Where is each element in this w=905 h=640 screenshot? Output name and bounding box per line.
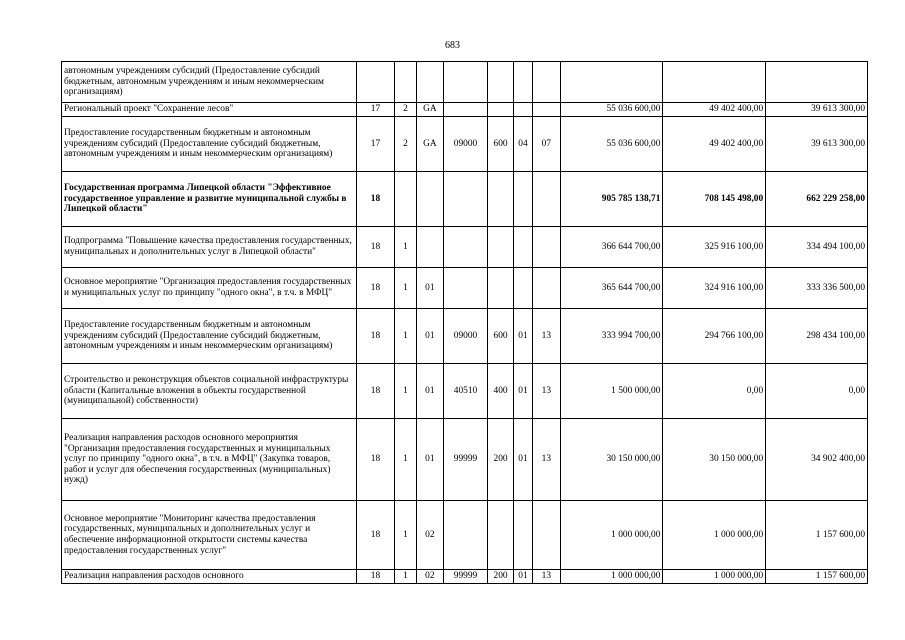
main-event-code-cell: 01 — [417, 268, 443, 309]
section-cell — [513, 501, 532, 570]
amount-year3-cell: 1 157 600,00 — [766, 501, 868, 570]
expense-direction-cell — [443, 268, 488, 309]
table-row — [62, 570, 868, 584]
table-row — [62, 62, 868, 103]
table-row — [62, 268, 868, 309]
table-row — [62, 172, 868, 227]
subprogram-code-cell: 1 — [394, 227, 416, 268]
row-name-cell: Государственная программа Липецкой области "Эффективное государственное управление и развитие муниципальной службы в Липецкой области" — [62, 172, 357, 227]
main-event-code-cell — [417, 62, 443, 103]
row-name-cell: Реализация направления расходов основного мероприятия "Организация предоставления государственных и муниципальных услуг по принципу "одного окна", в т.ч. в МФЦ" (Закупка товаров, работ и услуг для обеспечения государственных (муниципальных) нужд) — [62, 419, 357, 501]
subprogram-code-cell — [394, 172, 416, 227]
expense-direction-cell: 99999 — [443, 570, 488, 584]
amount-year3-cell: 298 434 100,00 — [766, 309, 868, 364]
main-event-code-cell: 01 — [417, 419, 443, 501]
amount-year3-cell: 662 229 258,00 — [766, 172, 868, 227]
main-event-code-cell: GA — [417, 103, 443, 117]
amount-year1-cell: 1 000 000,00 — [560, 501, 663, 570]
subprogram-code-cell: 1 — [394, 309, 416, 364]
expense-type-cell: 200 — [488, 419, 513, 501]
subsection-cell: 13 — [533, 309, 560, 364]
amount-year3-cell: 334 494 100,00 — [766, 227, 868, 268]
section-cell — [513, 227, 532, 268]
amount-year1-cell: 333 994 700,00 — [560, 309, 663, 364]
admin-code-cell: 18 — [357, 419, 395, 501]
section-cell: 01 — [513, 419, 532, 501]
subsection-cell — [533, 103, 560, 117]
expense-type-cell: 600 — [488, 117, 513, 172]
expense-direction-cell — [443, 62, 488, 103]
admin-code-cell: 17 — [357, 103, 395, 117]
amount-year3-cell: 333 336 500,00 — [766, 268, 868, 309]
subsection-cell — [533, 227, 560, 268]
expense-direction-cell — [443, 103, 488, 117]
subprogram-code-cell: 1 — [394, 364, 416, 419]
admin-code-cell: 18 — [357, 172, 395, 227]
section-cell: 01 — [513, 364, 532, 419]
table-row — [62, 419, 868, 501]
amount-year3-cell: 34 902 400,00 — [766, 419, 868, 501]
expense-type-cell: 400 — [488, 364, 513, 419]
amount-year2-cell: 1 000 000,00 — [663, 570, 766, 584]
amount-year2-cell: 49 402 400,00 — [663, 103, 766, 117]
amount-year1-cell: 55 036 600,00 — [560, 103, 663, 117]
section-cell — [513, 268, 532, 309]
expense-direction-cell — [443, 501, 488, 570]
amount-year2-cell: 325 916 100,00 — [663, 227, 766, 268]
subprogram-code-cell: 1 — [394, 419, 416, 501]
amount-year3-cell: 39 613 300,00 — [766, 103, 868, 117]
row-name-cell: Основное мероприятие "Организация предоставления государственных и муниципальных услуг по принципу "одного окна", в т.ч. в МФЦ" — [62, 268, 357, 309]
admin-code-cell: 18 — [357, 570, 395, 584]
amount-year3-cell: 0,00 — [766, 364, 868, 419]
subprogram-code-cell: 1 — [394, 501, 416, 570]
amount-year1-cell: 30 150 000,00 — [560, 419, 663, 501]
subsection-cell — [533, 172, 560, 227]
amount-year3-cell: 1 157 600,00 — [766, 570, 868, 584]
admin-code-cell: 18 — [357, 364, 395, 419]
admin-code-cell — [357, 62, 395, 103]
amount-year1-cell: 365 644 700,00 — [560, 268, 663, 309]
admin-code-cell: 18 — [357, 501, 395, 570]
amount-year1-cell — [560, 62, 663, 103]
row-name-cell: автономным учреждениям субсидий (Предоставление субсидий бюджетным, автономным учреждениям и иным некоммерческим организациям) — [62, 62, 357, 103]
amount-year2-cell: 294 766 100,00 — [663, 309, 766, 364]
amount-year3-cell: 39 613 300,00 — [766, 117, 868, 172]
subprogram-code-cell — [394, 62, 416, 103]
section-cell: 04 — [513, 117, 532, 172]
expense-direction-cell — [443, 172, 488, 227]
expense-direction-cell: 09000 — [443, 117, 488, 172]
amount-year1-cell: 1 500 000,00 — [560, 364, 663, 419]
subsection-cell: 07 — [533, 117, 560, 172]
main-event-code-cell — [417, 172, 443, 227]
table-row — [62, 309, 868, 364]
expense-direction-cell: 40510 — [443, 364, 488, 419]
amount-year1-cell: 905 785 138,71 — [560, 172, 663, 227]
subsection-cell — [533, 62, 560, 103]
row-name-cell: Подпрограмма "Повышение качества предоставления государственных, муниципальных и дополнительных услуг в Липецкой области" — [62, 227, 357, 268]
section-cell — [513, 62, 532, 103]
expense-type-cell — [488, 501, 513, 570]
expense-direction-cell: 09000 — [443, 309, 488, 364]
row-name-cell: Предоставление государственным бюджетным и автономным учреждениям субсидий (Предоставление субсидий бюджетным, автономным учреждениям и иным некоммерческим организациям) — [62, 117, 357, 172]
admin-code-cell: 18 — [357, 227, 395, 268]
amount-year1-cell: 55 036 600,00 — [560, 117, 663, 172]
main-event-code-cell: 02 — [417, 570, 443, 584]
table-row — [62, 364, 868, 419]
amount-year2-cell: 0,00 — [663, 364, 766, 419]
subsection-cell: 13 — [533, 570, 560, 584]
section-cell — [513, 103, 532, 117]
amount-year2-cell: 324 916 100,00 — [663, 268, 766, 309]
main-event-code-cell — [417, 227, 443, 268]
subprogram-code-cell: 1 — [394, 268, 416, 309]
row-name-cell: Региональный проект "Сохранение лесов" — [62, 103, 357, 117]
subsection-cell — [533, 501, 560, 570]
budget-table — [61, 61, 868, 584]
subsection-cell — [533, 268, 560, 309]
admin-code-cell: 18 — [357, 309, 395, 364]
main-event-code-cell: 01 — [417, 364, 443, 419]
table-row — [62, 103, 868, 117]
section-cell: 01 — [513, 309, 532, 364]
main-event-code-cell: GA — [417, 117, 443, 172]
row-name-cell: Строительство и реконструкция объектов социальной инфраструктуры области (Капитальные вложения в объекты государственной (муниципальной) собственности) — [62, 364, 357, 419]
table-row — [62, 117, 868, 172]
amount-year2-cell — [663, 62, 766, 103]
expense-type-cell — [488, 227, 513, 268]
section-cell — [513, 172, 532, 227]
amount-year1-cell: 366 644 700,00 — [560, 227, 663, 268]
expense-type-cell: 600 — [488, 309, 513, 364]
amount-year2-cell: 30 150 000,00 — [663, 419, 766, 501]
amount-year2-cell: 708 145 498,00 — [663, 172, 766, 227]
main-event-code-cell: 02 — [417, 501, 443, 570]
expense-type-cell — [488, 103, 513, 117]
amount-year2-cell: 49 402 400,00 — [663, 117, 766, 172]
row-name-cell: Предоставление государственным бюджетным и автономным учреждениям субсидий (Предоставление субсидий бюджетным, автономным учреждениям и иным некоммерческим организациям) — [62, 309, 357, 364]
subprogram-code-cell: 1 — [394, 570, 416, 584]
table-row — [62, 227, 868, 268]
amount-year1-cell: 1 000 000,00 — [560, 570, 663, 584]
subprogram-code-cell: 2 — [394, 103, 416, 117]
expense-type-cell — [488, 62, 513, 103]
expense-type-cell — [488, 268, 513, 309]
admin-code-cell: 18 — [357, 268, 395, 309]
amount-year3-cell — [766, 62, 868, 103]
expense-direction-cell: 99999 — [443, 419, 488, 501]
section-cell: 01 — [513, 570, 532, 584]
page-number: 683 — [445, 40, 460, 51]
table-row — [62, 501, 868, 570]
amount-year2-cell: 1 000 000,00 — [663, 501, 766, 570]
main-event-code-cell: 01 — [417, 309, 443, 364]
subprogram-code-cell: 2 — [394, 117, 416, 172]
subsection-cell: 13 — [533, 419, 560, 501]
expense-type-cell: 200 — [488, 570, 513, 584]
expense-type-cell — [488, 172, 513, 227]
row-name-cell: Реализация направления расходов основного — [62, 570, 357, 584]
expense-direction-cell — [443, 227, 488, 268]
row-name-cell: Основное мероприятие "Мониторинг качества предоставления государственных, муниципальных и дополнительных услуг и обеспечение информационной открытости системы качества предоставления государственных услуг" — [62, 501, 357, 570]
subsection-cell: 13 — [533, 364, 560, 419]
admin-code-cell: 17 — [357, 117, 395, 172]
